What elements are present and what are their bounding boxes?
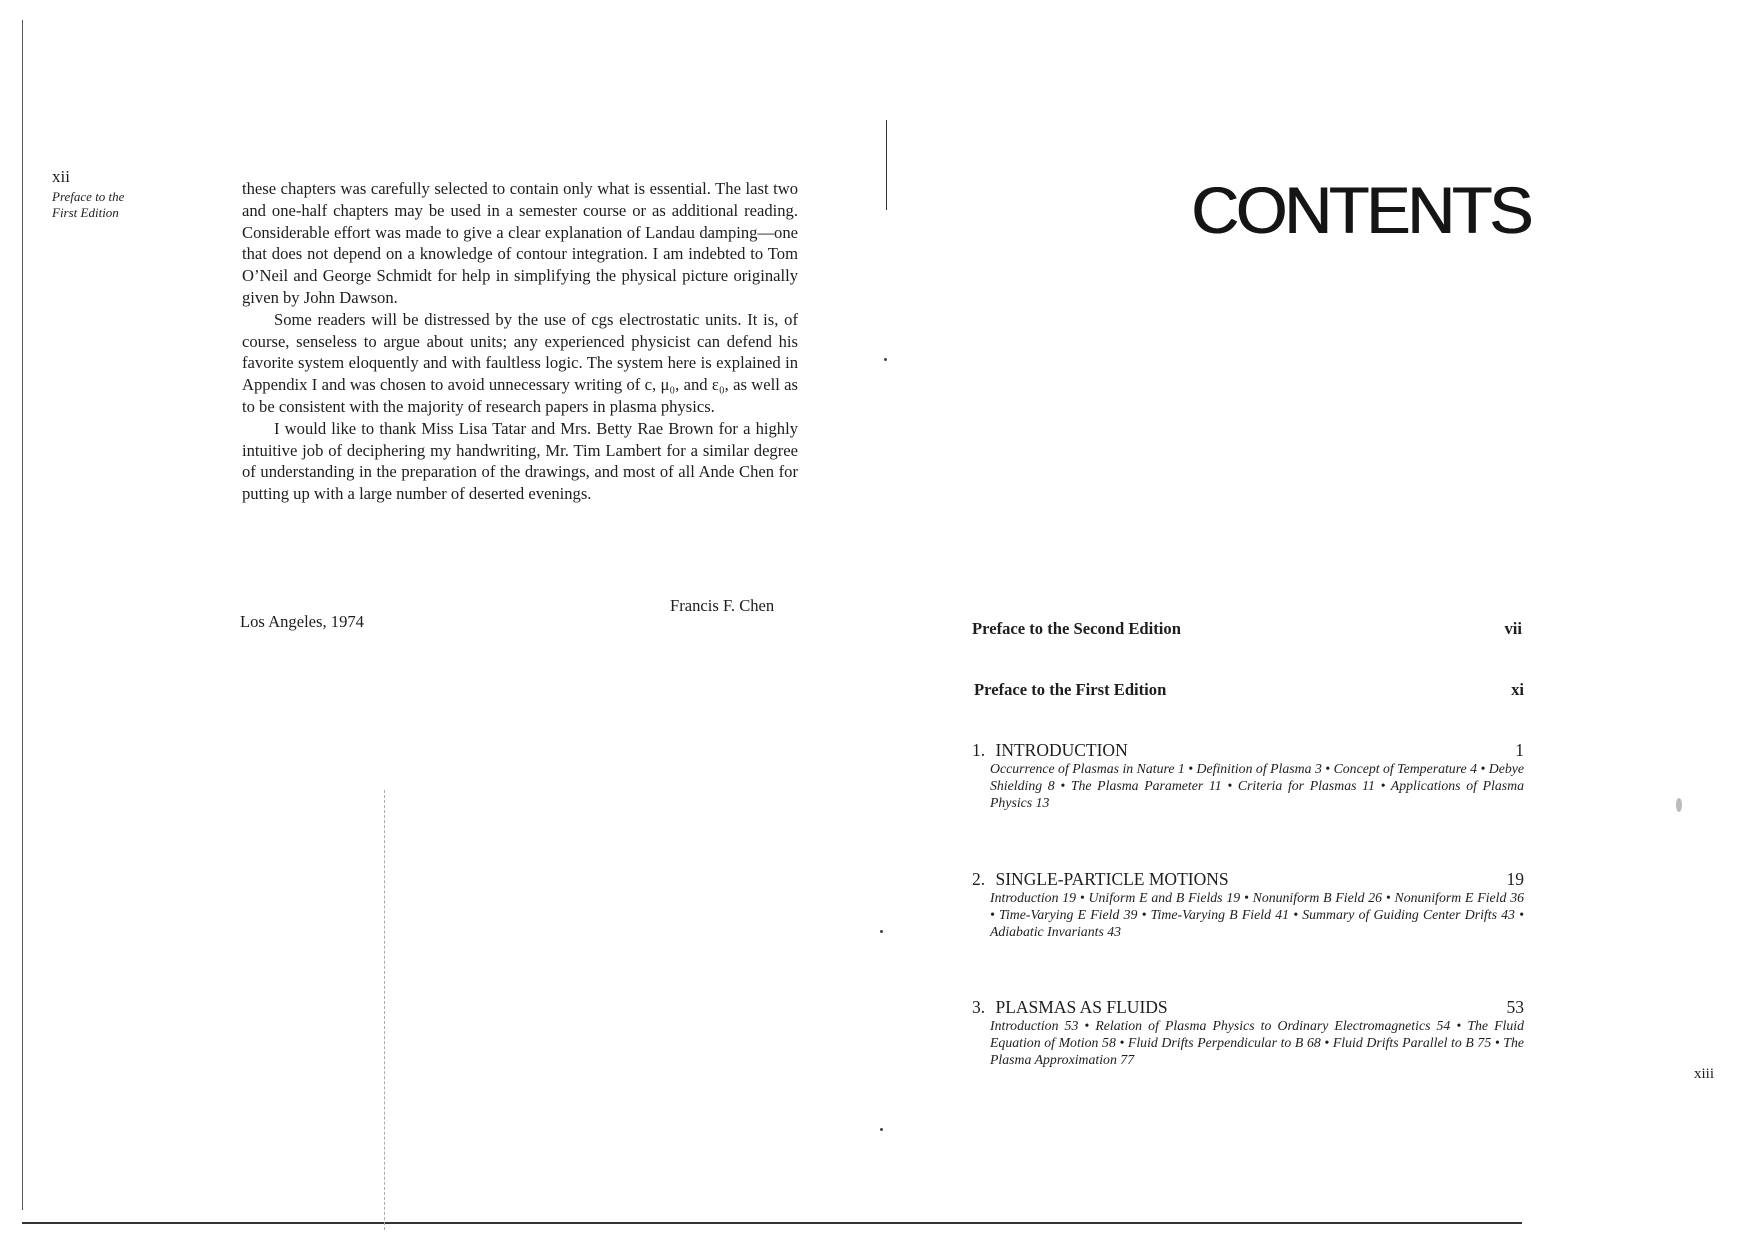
toc-entry-page: vii <box>1504 619 1522 638</box>
chapter-title: SINGLE-PARTICLE MOTIONS <box>995 869 1229 889</box>
bottom-edge-line <box>22 1222 1522 1224</box>
place-date: Los Angeles, 1974 <box>240 612 364 631</box>
running-head <box>52 189 124 221</box>
toc-entry-preface-second <box>972 619 1522 639</box>
chapter-page: 53 <box>1506 997 1524 1017</box>
scan-speck <box>880 1128 883 1131</box>
chapter-title: INTRODUCTION <box>995 740 1128 760</box>
toc-chapter-3 <box>972 997 1524 1018</box>
preface-paragraph: Some readers will be distressed by the use of cgs electrostatic units. It is, of course, senseless to argue about units; any experienced physicist can defend his favorite system eloquently and with faultless logic. The system here is explained in Appendix I and was chosen to avoid unnecessary writing of c, μ₀, and ε₀, as well as to be consistent with the majority of research papers in plasma physics. <box>242 309 798 416</box>
preface-paragraph: these chapters was carefully selected to contain only what is essential. The last two and one-half chapters may be used in a semester course or as additional reading. Considerable effort was made to give a clear explanation of Landau damping—one that does not depend on a knowledge of contour integration. I am indebted to Tom O’Neil and George Schmidt for help in simplifying the physical picture originally given by John Dawson. <box>242 179 798 307</box>
chapter-sections: Occurrence of Plasmas in Nature 1 • Definition of Plasma 3 • Concept of Temperature 4 • Debye Shielding 8 • The Plasma Parameter 11 • Criteria for Plasmas 11 • Applications of Plasma Physics 13 <box>990 761 1524 810</box>
toc-chapter-2 <box>972 869 1524 890</box>
preface-body <box>242 178 798 505</box>
running-head-line: Preface to the <box>52 189 125 204</box>
toc-entry-title: Preface to the Second Edition <box>972 619 1181 638</box>
page-number-right: xiii <box>1694 1066 1715 1082</box>
toc-chapter-1 <box>972 740 1524 761</box>
toc-entry-title: Preface to the First Edition <box>974 680 1167 699</box>
chapter-page: 1 <box>1515 740 1524 760</box>
page-edge-line <box>22 20 23 1210</box>
page-number-left: xii <box>52 167 70 186</box>
chapter-title: PLASMAS AS FLUIDS <box>995 997 1168 1017</box>
gutter-line <box>886 120 887 210</box>
chapter-number: 2. <box>972 869 986 889</box>
chapter-sections: Introduction 53 • Relation of Plasma Physics to Ordinary Electromagnetics 54 • The Fluid Equation of Motion 58 • Fluid Drifts Perpendicular to B 68 • Fluid Drifts Parallel to B 75 • The Plasma Approximation 77 <box>990 1018 1524 1067</box>
chapter-number: 3. <box>972 997 986 1017</box>
chapter-number: 1. <box>972 740 986 760</box>
scan-speck <box>1676 798 1682 812</box>
toc-entry-page: xi <box>1511 680 1524 699</box>
scan-speck <box>880 930 883 933</box>
preface-paragraph: I would like to thank Miss Lisa Tatar and Mrs. Betty Rae Brown for a highly intuitive job of deciphering my handwriting, Mr. Tim Lambert for a similar degree of understanding in the preparation of the drawings, and most of all Ande Chen for putting up with a large number of deserted evenings. <box>242 418 798 504</box>
running-head-line: First Edition <box>52 205 119 220</box>
contents-heading: CONTENTS <box>1191 173 1530 247</box>
fold-mark <box>384 790 385 1230</box>
toc-entry-preface-first <box>974 680 1524 700</box>
chapter-page: 19 <box>1506 869 1524 889</box>
author-signature: Francis F. Chen <box>670 596 775 615</box>
chapter-sections: Introduction 19 • Uniform E and B Fields 19 • Nonuniform B Field 26 • Nonuniform E Field 36 • Time-Varying E Field 39 • Time-Varying B Field 41 • Summary of Guiding Center Drifts 43 • Adiabatic Invariants 43 <box>990 890 1524 939</box>
scan-speck <box>884 358 887 361</box>
